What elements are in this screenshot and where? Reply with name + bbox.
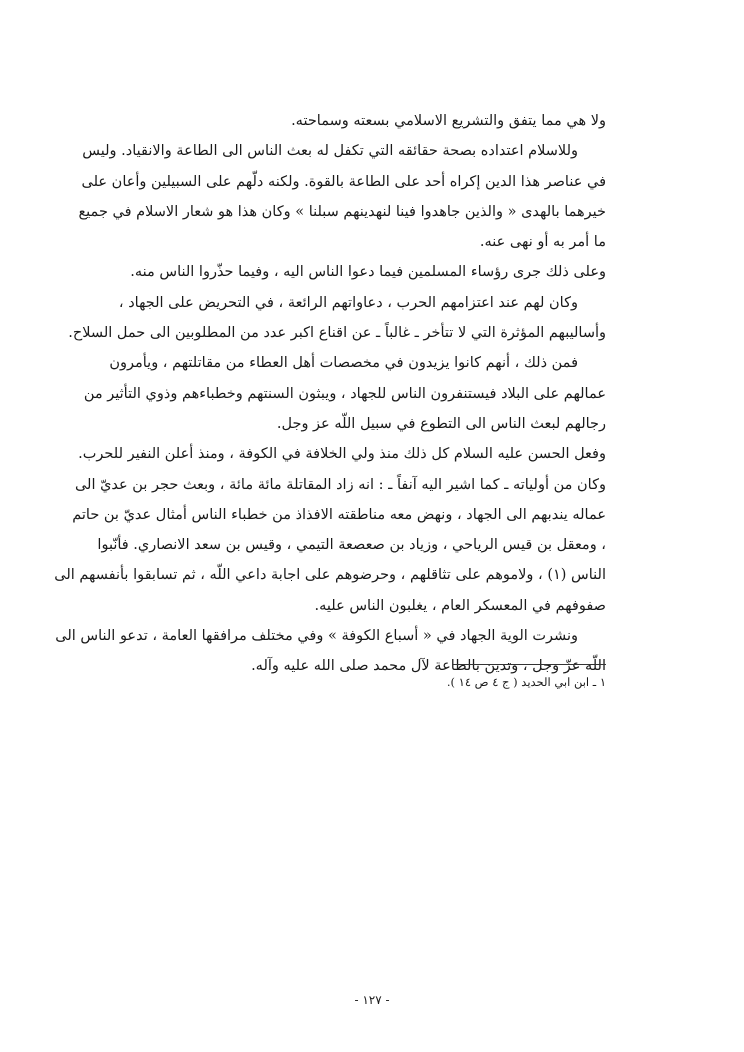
text-line: رجالهم لبعث الناس الى التطوع في سبيل اللّه عز وجل. xyxy=(276,415,606,432)
text-line: اللّه عزّ وجل ، وتدين بالطاعة لآل محمد صلى الله عليه وآله. xyxy=(251,658,606,675)
text-line: خيرهما بالهدى « والذين جاهدوا فينا لنهدينهم سبلنا » وكان هذا هو شعار الاسلام في جميع xyxy=(78,203,606,220)
text-line: عماله يندبهم الى الجهاد ، ونهض معه مناطقته الافذاذ من خطباء الناس أمثال عديّ بن حاتم xyxy=(72,506,606,523)
text-line: ونشرت الوية الجهاد في « أسباع الكوفة » وفي مختلف مرافقها العامة ، تدعو الناس الى xyxy=(55,628,578,645)
text-line: وللاسلام اعتداده بصحة حقائقه التي تكفل له بعث الناس الى الطاعة والانقياد. وليس xyxy=(82,143,578,160)
text-line: وكان من أولياته ـ كما اشير اليه آنفاً ـ : انه زاد المقاتلة مائة مائة ، وبعث حجر بن عديّ الى xyxy=(74,476,606,493)
text-line: وأساليبهم المؤثرة التي لا تتأخر ـ غالباً ـ عن اقناع اكبر عدد من المطلوبين الى حمل السلاح. xyxy=(68,325,606,342)
page-number: - ١٢٧ - xyxy=(354,993,390,1007)
text-line: في عناصر هذا الدين إكراه أحد على الطاعة بالقوة. ولكنه دلّهم على السبيلين وأعان على xyxy=(81,173,606,190)
text-line: ، ومعقل بن قيس الرياحي ، وزياد بن صعصعة التيمي ، وقيس بن سعد الانصاري. فأنّبوا xyxy=(97,537,606,554)
text-line: صفوفهم في المعسكر العام ، يغلبون الناس عليه. xyxy=(314,597,606,614)
text-line: ولا هي مما يتفق والتشريع الاسلامي بسعته وسماحته. xyxy=(291,113,606,129)
body-text xyxy=(54,106,606,682)
text-line: وعلى ذلك جرى رؤساء المسلمين فيما دعوا الناس اليه ، وفيما حذّروا الناس منه. xyxy=(130,264,606,281)
text-line: ما أمر به أو نهى عنه. xyxy=(479,234,606,251)
footnote-divider xyxy=(452,664,606,665)
text-line: الناس (١) ، ولاموهم على تثاقلهم ، وحرضوهم على اجابة داعي اللّه ، ثم تسابقوا بأنفسهم الى xyxy=(54,567,606,584)
text-line: وكان لهم عند اعتزامهم الحرب ، دعاواتهم الرائعة ، في التحريض على الجهاد ، xyxy=(118,294,578,311)
text-line: وفعل الحسن عليه السلام كل ذلك منذ ولي الخلافة في الكوفة ، ومنذ أعلن النفير للحرب. xyxy=(78,446,606,463)
footnote: ١ ـ ابن ابي الحديد ( ج ٤ ص ١٤ ). xyxy=(446,675,606,689)
text-line: عمالهم على البلاد فيستنفرون الناس للجهاد ، ويبثون السنتهم وخطباءهم وذوي التأثير من xyxy=(83,385,606,402)
text-line: فمن ذلك ، أنهم كانوا يزيدون في مخصصات أهل العطاء من مقاتلتهم ، ويأمرون xyxy=(109,355,578,372)
